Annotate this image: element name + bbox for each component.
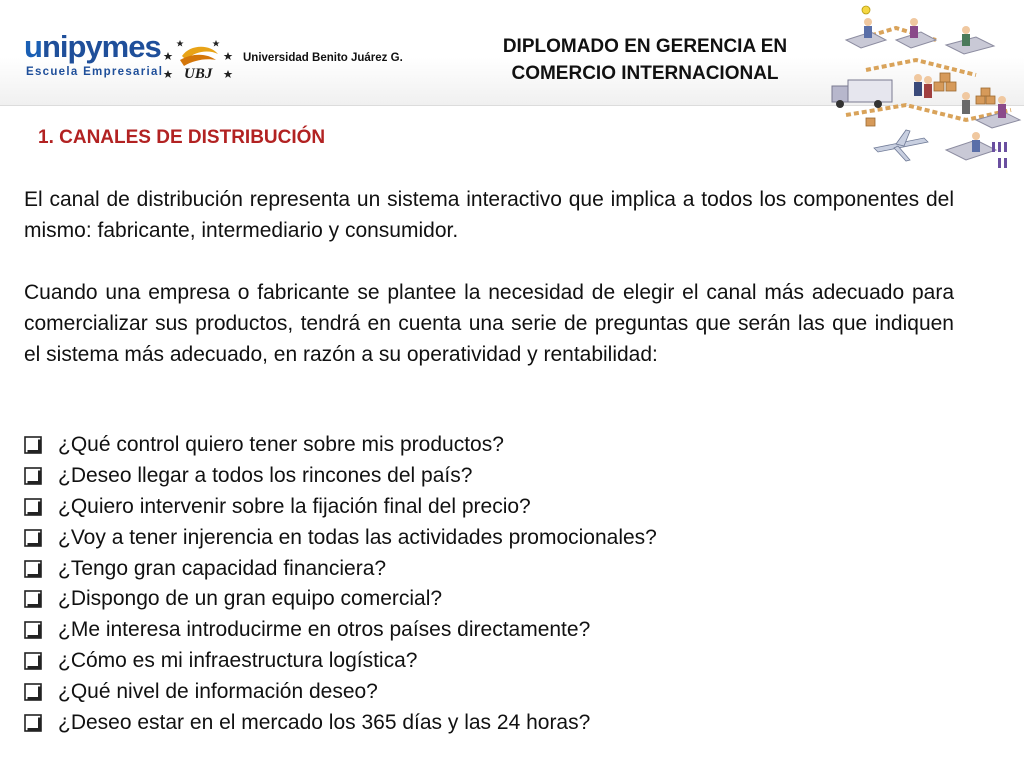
checkbox-bullet-icon	[24, 621, 42, 639]
checkbox-bullet-icon	[24, 652, 42, 670]
list-item	[24, 554, 984, 585]
intro-paragraph: El canal de distribución representa un sistema interactivo que implica a todos los componentes del mismo: fabricante, intermediario y consumidor.	[24, 188, 954, 242]
checkbox-bullet-icon	[24, 467, 42, 485]
list-item-text: ¿Qué control quiero tener sobre mis productos?	[58, 433, 504, 456]
list-item-text: ¿Deseo llegar a todos los rincones del país?	[58, 463, 473, 487]
list-item	[24, 677, 984, 708]
checkbox-bullet-icon	[24, 529, 42, 547]
list-item-text: ¿Me interesa introducirme en otros países directamente?	[58, 618, 591, 642]
list-item	[24, 492, 984, 523]
list-item	[24, 646, 984, 677]
list-item-text: ¿Quiero intervenir sobre la fijación final del precio?	[58, 494, 531, 518]
list-item-text: ¿Voy a tener injerencia en todas las actividades promocionales?	[58, 525, 657, 549]
checkbox-bullet-icon	[24, 714, 42, 732]
list-item	[24, 615, 984, 646]
unipymes-wordmark: unipymes	[24, 29, 161, 64]
list-item	[24, 523, 984, 554]
list-item-text: ¿Dispongo de un gran equipo comercial?	[58, 587, 443, 611]
list-item	[24, 708, 984, 739]
checkbox-bullet-icon	[24, 560, 42, 578]
checkbox-bullet-icon	[24, 436, 42, 454]
list-item-text: ¿Qué nivel de información deseo?	[58, 680, 378, 704]
title-line-1: DIPLOMADO EN GERENCIA EN	[502, 36, 788, 57]
page-title	[440, 33, 850, 87]
list-item	[24, 584, 984, 615]
list-item	[24, 461, 984, 492]
university-name: Universidad Benito Juárez G.	[243, 52, 403, 64]
list-item-text: ¿Deseo estar en el mercado los 365 días y las 24 horas?	[58, 711, 591, 735]
checkbox-bullet-icon	[24, 498, 42, 516]
checkbox-bullet-icon	[24, 590, 42, 608]
unipymes-logo	[24, 30, 164, 82]
ubj-mark: UBJ	[184, 66, 213, 82]
title-line-2: COMERCIO INTERNACIONAL	[511, 63, 779, 84]
checkbox-bullet-icon	[24, 683, 42, 701]
section-title: 1. CANALES DE DISTRIBUCIÓN	[38, 127, 326, 148]
list-item-text: ¿Tengo gran capacidad financiera?	[58, 556, 387, 580]
context-paragraph: Cuando una empresa o fabricante se plantee la necesidad de elegir el canal más adecuado para comercializar sus productos, tendrá en cuenta una serie de preguntas que serán las que indiquen el sistema más adecuado, en razón a su operatividad y rentabilidad:	[24, 281, 954, 366]
list-item	[24, 430, 984, 461]
questions-list	[24, 430, 984, 739]
supply-chain-illustration	[826, 0, 1024, 178]
list-item-text: ¿Cómo es mi infraestructura logística?	[58, 649, 418, 673]
unipymes-tagline: Escuela Empresarial	[26, 66, 164, 78]
ubj-logo	[160, 38, 236, 82]
